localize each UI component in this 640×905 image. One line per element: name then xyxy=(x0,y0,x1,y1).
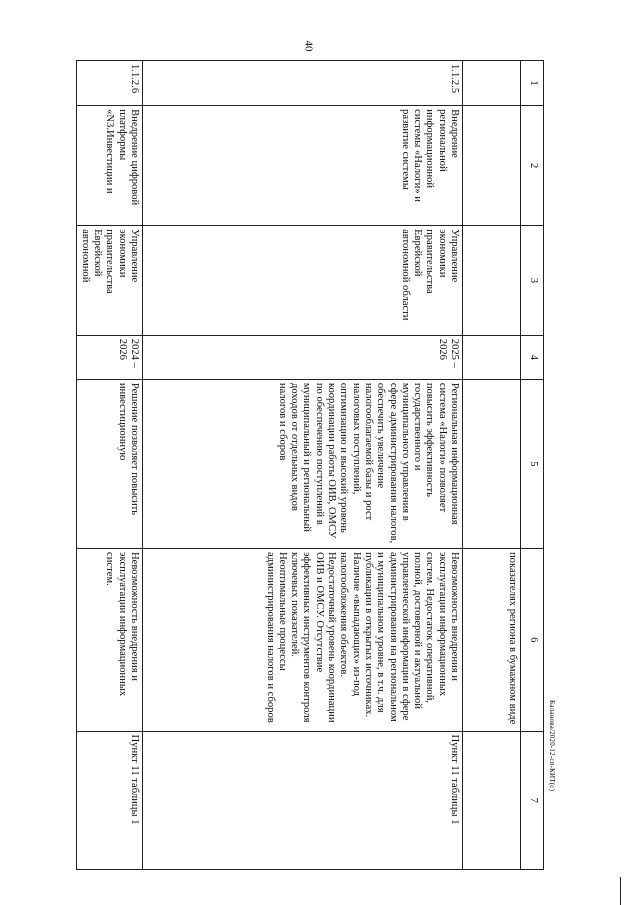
header-cell: 6 xyxy=(521,549,544,732)
table-cell xyxy=(463,335,521,379)
row-number: 1.1.2.5 xyxy=(143,61,463,106)
row-responsible: Управление экономики правительства Еврейской автономной xyxy=(76,226,142,336)
row-period: 2025 – 2026 xyxy=(143,335,463,379)
row-responsible: Управление экономики правительства Еврейской автономной области xyxy=(143,226,463,336)
header-cell: 5 xyxy=(521,379,544,548)
header-row xyxy=(521,61,544,870)
row-description: Решение позволяет повысить инвестиционную xyxy=(76,379,142,548)
header-cell: 7 xyxy=(521,731,544,869)
table-cell xyxy=(463,226,521,336)
row-reference: Пункт 11 таблицы 1 xyxy=(143,731,463,869)
page-number: 40 xyxy=(302,40,315,52)
row-description: Региональная информационная система «Налоги» позволяет повысить эффективность государственного и муниципального управления в сфере администрирования налогов, обеспечить увеличение налогооблагаемой базы и рост налоговых поступлений, оптимизацию и высокий уровень координации работы ОИВ, ОМСУ по обеспечению поступлений в муниципальный и региональный доходов от отдельных видов налогов и сборов xyxy=(143,379,463,548)
table-row xyxy=(76,61,142,870)
header-cell: 1 xyxy=(521,61,544,106)
table-cell xyxy=(463,379,521,548)
edge-mark xyxy=(620,877,621,905)
row-number: 1.1.2.6 xyxy=(76,61,142,106)
table-row xyxy=(143,61,463,870)
header-cell: 3 xyxy=(521,226,544,336)
rotated-table-container xyxy=(76,60,544,870)
table-cell xyxy=(463,61,521,106)
table-cell xyxy=(463,731,521,869)
row-period: 2024 – 2026 xyxy=(76,335,142,379)
table-cell xyxy=(463,106,521,226)
row-reference: Пункт 11 таблицы 1 xyxy=(76,731,142,869)
header-cell: 4 xyxy=(521,335,544,379)
row-name: Внедрение цифровой платформы «N3.Инвестиции и xyxy=(76,106,142,226)
row-problem: Невозможность внедрения и эксплуатации информационных систем. xyxy=(76,549,142,732)
continuation-row xyxy=(463,61,521,870)
header-cell: 2 xyxy=(521,106,544,226)
row-name: Внедрение региональной информационной системы «Налоги» и развитие системы xyxy=(143,106,463,226)
plan-table xyxy=(76,60,544,870)
row-problem: Невозможность внедрения и эксплуатации информационных систем. Недостаток оперативной, полной, достоверной и актуальной управленческой информации в сфере администрирования на региональном и муниципальном уровне, в т.ч. для публикации в открытых источниках. Наличие «выпадающих» из-под налогообложения объектов. Недостаточный уровень координации ОИВ и ОМСУ. Отсутствие эффективных инструментов контроля ключевых показателей. Неоптимальные процессы администрирования налогов и сборов xyxy=(143,549,463,732)
document-stamp: Баланова/2020-12-сп-КИТ(с) xyxy=(548,700,556,792)
table-cell: показателях региона в бумажном виде xyxy=(463,549,521,732)
